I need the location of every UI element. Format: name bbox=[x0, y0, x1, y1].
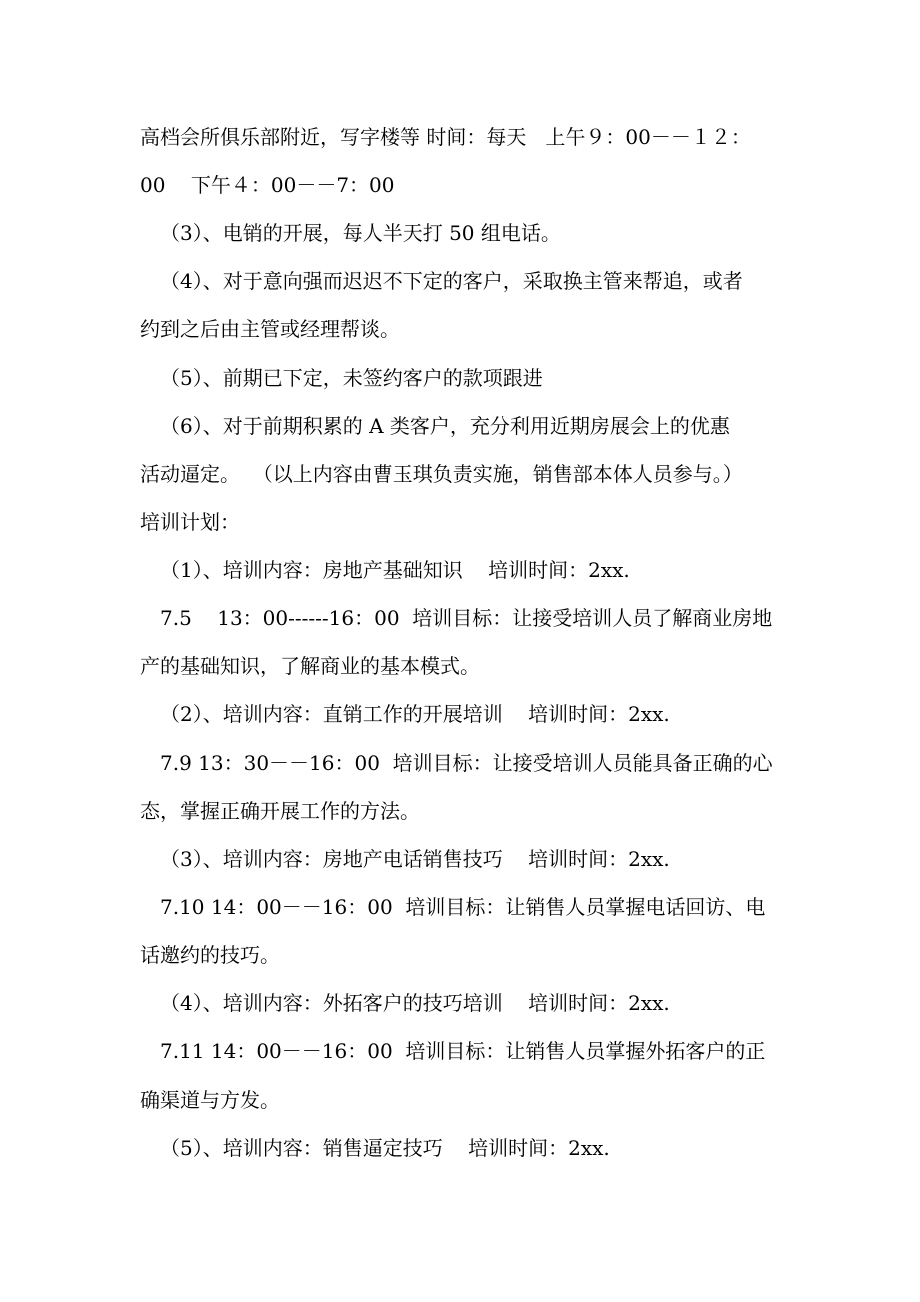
section-heading: 培训计划： bbox=[140, 510, 240, 534]
text-line: 7.11 14：00－－16：00 培训目标：让销售人员掌握外拓客户的正 bbox=[160, 1039, 766, 1063]
text-line: 产的基础知识，了解商业的基本模式。 bbox=[140, 654, 480, 678]
text-line: 7.5 13：00------16：00 培训目标：让接受培训人员了解商业房地 bbox=[160, 606, 773, 630]
text-line: （6）、对于前期积累的 A 类客户，充分利用近期房展会上的优惠 bbox=[160, 414, 730, 438]
text-line: 00 下午４：00－－7：00 bbox=[140, 173, 395, 197]
text-line: （3）、培训内容：房地产电话销售技巧 培训时间：2xx. bbox=[160, 847, 670, 871]
text-line: 约到之后由主管或经理帮谈。 bbox=[140, 317, 400, 341]
text-line: 7.9 13：30－－16：00 培训目标：让接受培训人员能具备正确的心 bbox=[160, 751, 773, 775]
text-line: （5）、培训内容：销售逼定技巧 培训时间：2xx. bbox=[160, 1136, 610, 1160]
text-line: 活动逼定。 （以上内容由曹玉琪负责实施，销售部本体人员参与。） bbox=[140, 462, 743, 486]
text-line: （5）、前期已下定，未签约客户的款项跟进 bbox=[160, 366, 543, 390]
text-line: （1）、培训内容：房地产基础知识 培训时间：2xx. bbox=[160, 558, 630, 582]
text-line: （2）、培训内容：直销工作的开展培训 培训时间：2xx. bbox=[160, 702, 670, 726]
text-line: （4）、培训内容：外拓客户的技巧培训 培训时间：2xx. bbox=[160, 991, 670, 1015]
text-line: （4）、对于意向强而迟迟不下定的客户，采取换主管来帮追，或者 bbox=[160, 269, 743, 293]
text-line: 7.10 14：00－－16：00 培训目标：让销售人员掌握电话回访、电 bbox=[160, 895, 766, 919]
text-line: 确渠道与方发。 bbox=[140, 1088, 280, 1112]
text-line: 高档会所俱乐部附近，写字楼等 时间：每天 上午９：00－－１２： bbox=[140, 125, 751, 149]
text-line: 态，掌握正确开展工作的方法。 bbox=[140, 799, 420, 823]
text-line: 话邀约的技巧。 bbox=[140, 943, 280, 967]
text-line: （3）、电销的开展，每人半天打 50 组电话。 bbox=[160, 221, 561, 245]
